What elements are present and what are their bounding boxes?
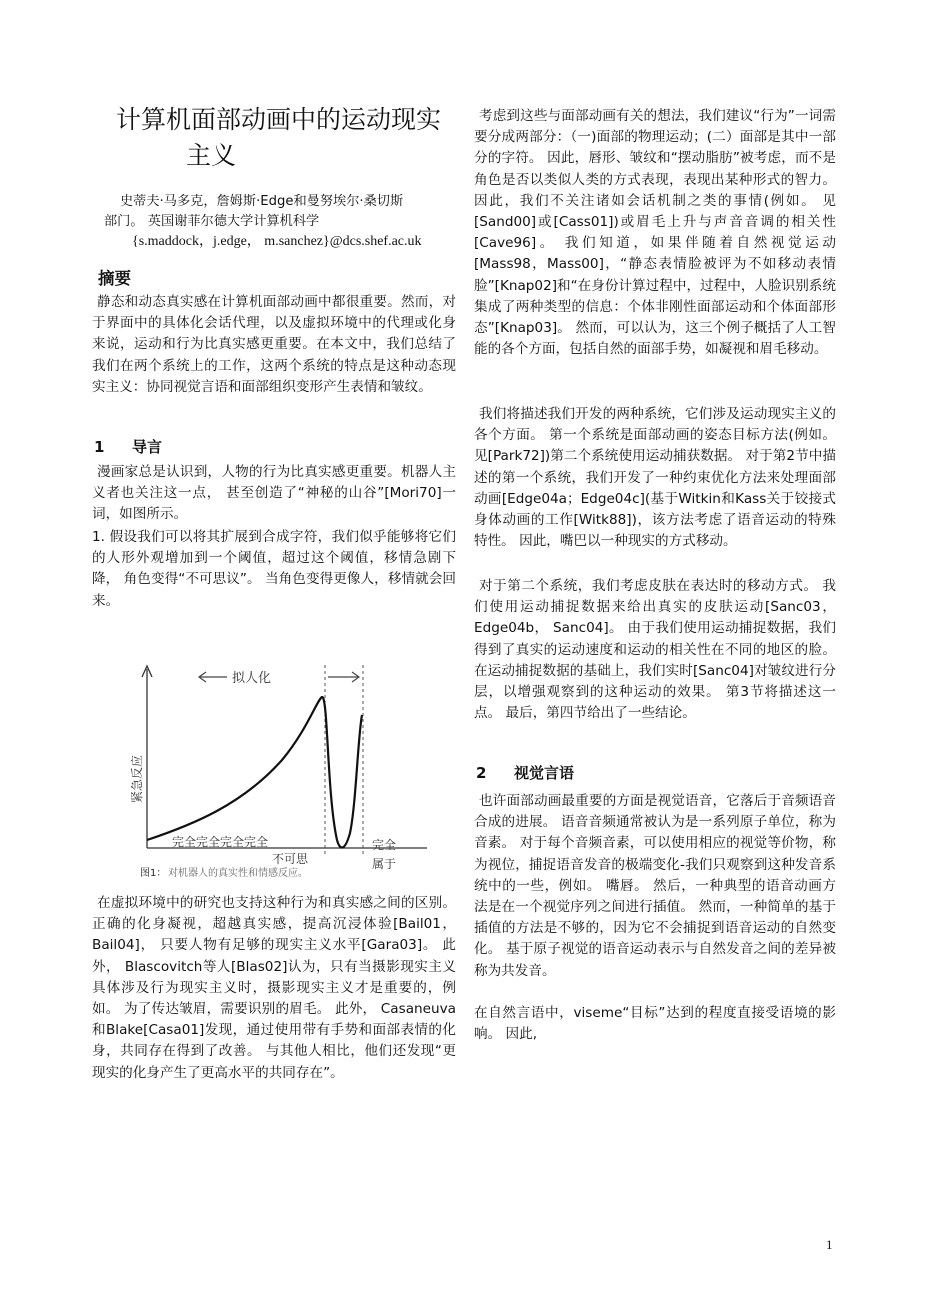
title-line-1: 计算机面部动画中的运动现实 <box>116 105 442 134</box>
page-number: 1 <box>826 1237 833 1252</box>
authors-email: {s.maddock，j.edge， m.sanchez}@dcs.shef.ac.uk <box>132 234 422 249</box>
section-2-title: 视觉言语 <box>514 764 575 782</box>
section-1-para-3: 在虚拟环境中的研究也支持这种行为和真实感之间的区别。 正确的化身凝视，超越真实感，提高沉浸体验[Bail01， Bail04]， 只要人物有足够的现实主义水平[Gara03]。 此外， Blascovitch等人[Blas02]认为，只有当摄影现实主义具体涉及行为现实主义时，摄影现实主义才是重要的，例如。 为了传达皱眉，需要识别的眉毛。 此外， Casaneuva和Blake[Casa01]发现，通过使用带有手势和面部表情的化身，共同存在得到了改善。 与其他人相比，他们还发现“更现实的化身产生了更高水平的共同存在”。 <box>92 895 456 1081</box>
authors-block <box>104 192 456 252</box>
section-1-para-1: 漫画家总是认识到，人物的行为比真实感更重要。机器人主义者也关注这一点， 甚至创造了“神秘的山谷”[Mori70]一词，如图所示。 <box>92 464 456 523</box>
right-para-1: 考虑到这些与面部动画有关的想法，我们建议“行为”一词需要分成两部分：（一)面部的物理运动；(二）面部是其中一部分的字符。 因此，唇形、皱纹和“摆动脂肪”被考虑，而不是角色是否以类似人类的方式表现，表现出某种形式的智力。 因此，我们不关注诸如会话机制之类的事情(例如。 见[Sand00]或[Cass01])或眉毛上升与声音音调的相关性[Cave96]。 我们知道，如果伴随着自然视觉运动[Mass98，Mass00]，“静态表情脸被评为不如移动表情脸”[Knap02]和“在身份计算过程中，过程中，人脸识别系统集成了两种类型的信息：个体非刚性面部运动和个体面部形态”[Knap03]。 然而，可以认为，这三个例子概括了人工智能的各个方面，包括自然的面部手势，如凝视和眉毛移动。 <box>474 108 836 358</box>
section-2-para-2: 在自然言语中，viseme“目标”达到的程度直接受语境的影响。 因此, <box>474 1005 836 1043</box>
authors-affiliation: 部门。 英国谢菲尔德大学计算机科学 <box>104 214 320 229</box>
figure-caption-prefix: 图1： <box>140 868 167 879</box>
authors-names: 史蒂夫·马多克，詹姆斯·Edge和曼努埃尔·桑切斯 <box>120 194 404 209</box>
x-label-uncanny: 不可思 <box>272 852 309 866</box>
section-2-heading <box>476 762 574 783</box>
x-label-left: 完全完全完全完全 <box>172 835 269 849</box>
title-line-2: 主义 <box>186 141 237 170</box>
x-label-right-top: 完全 <box>372 838 397 852</box>
abstract-heading: 摘要 <box>98 269 131 288</box>
section-1-number: 1 <box>94 438 105 456</box>
x-label-right-bottom: 属于 <box>372 857 397 871</box>
figure-1 <box>132 655 432 880</box>
anthropomorphism-label: 拟人化 <box>232 671 272 686</box>
right-para-3: 对于第二个系统，我们考虑皮肤在表达时的移动方式。 我们使用运动捕捉数据来给出真实的皮肤运动[Sanc03， Edge04b， Sanc04]。 由于我们使用运动捕捉数据，我们得到了真实的运动速度和运动的相关性在不同的地区的脸。 在运动捕捉数据的基础上，我们实时[Sanc04]对皱纹进行分层，以增强观察到的这种运动的效果。 第3节将描述这一点。 最后，第四节给出了一些结论。 <box>474 578 836 722</box>
section-2-number: 2 <box>476 764 487 782</box>
paper-title <box>116 102 456 174</box>
section-1-title: 导言 <box>132 438 163 456</box>
figure-caption-text: 对机器人的真实性和情感反应。 <box>168 868 308 879</box>
abstract-text: 静态和动态真实感在计算机面部动画中都很重要。然而，对于界面中的具体化会话代理，以及虚拟环境中的代理或化身来说，运动和行为比真实感更重要。在本文中，我们总结了我们在两个系统上的工作，这两个系统的特点是这种动态现实主义：协同视觉言语和面部组织变形产生表情和皱纹。 <box>92 294 456 395</box>
section-1-heading <box>94 436 162 457</box>
response-curve <box>147 697 362 848</box>
right-para-2: 我们将描述我们开发的两种系统，它们涉及运动现实主义的各个方面。 第一个系统是面部动画的姿态目标方法(例如。 见[Park72])第二个系统使用运动捕获数据。 对于第2节中描述的第一个系统，我们开发了一种约束优化方法来处理面部动画[Edge04a；Edge04c](基于Witkin和Kass关于铰接式身体动画的工作[Witk88])，该方法考虑了语音运动的特殊特性。 因此，嘴巴以一种现实的方式移动。 <box>474 406 836 550</box>
section-1-para-2: 1. 假设我们可以将其扩展到合成字符，我们似乎能够将它们的人形外观增加到一个阈值，超过这个阈值，移情急剧下降， 角色变得“不可思议”。 当角色变得更像人，移情就会回来。 <box>92 529 456 609</box>
section-2-para-1: 也许面部动画最重要的方面是视觉语音，它落后于音频语音合成的进展。 语音音频通常被认为是一系列原子单位，称为音素。 对于每个音频音素，可以使用相应的视觉等价物，称为视位，捕捉语音发音的极端变化-我们只观察到这种发音系统中的一些，例如。 嘴唇。 然后，一种典型的语音动画方法是在一个视觉序列之间进行插值。 然而，一种简单的基于插值的方法是不够的，因为它不会捕捉到语音运动的自然变化。 基于原子视觉的语音运动表示与自然发音之间的差异被称为共发音。 <box>474 793 836 979</box>
y-axis-label: 紧急反应 <box>130 754 144 803</box>
